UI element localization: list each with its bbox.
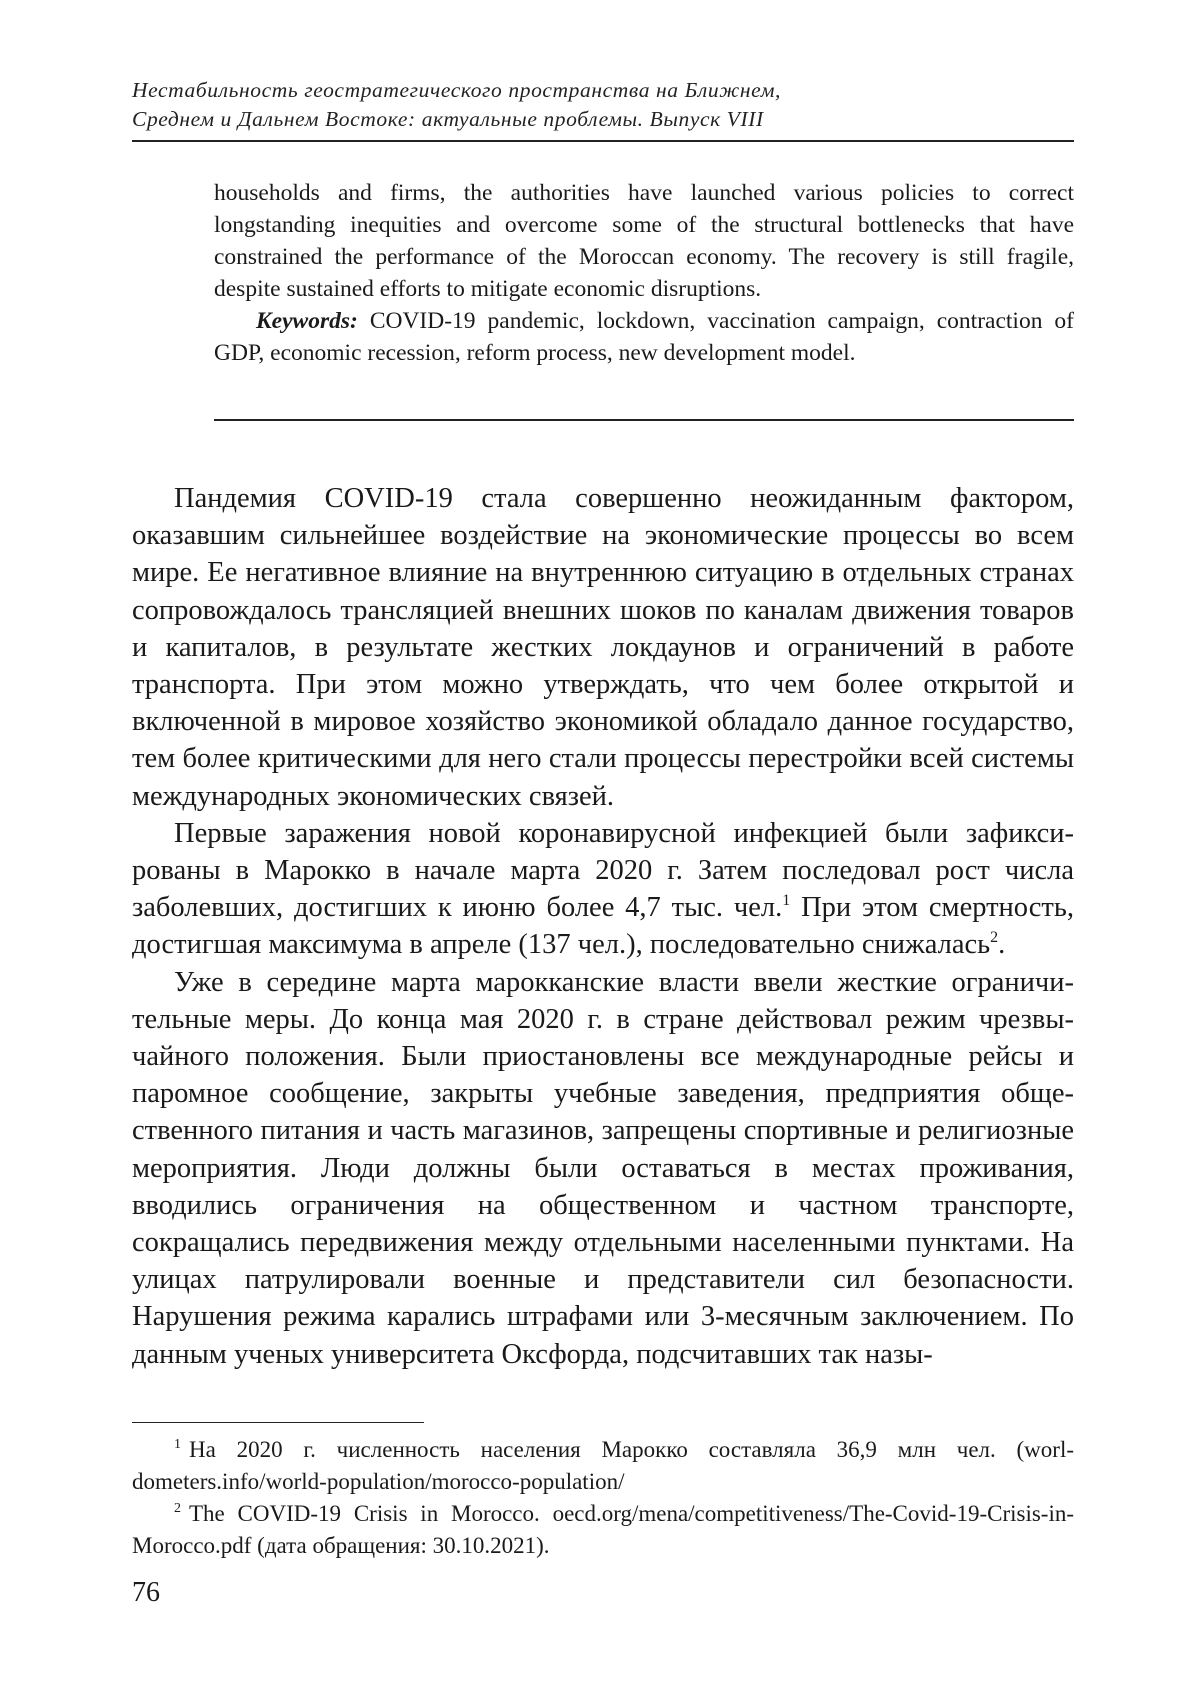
footnote-ref-1[interactable]: 1 [782,892,790,909]
running-header [132,76,1074,134]
abstract-divider [214,419,1074,421]
footnote-1-text: На 2020 г. численность населения Марокко составляла 36,9 млн чел. (worl­dometers.info/world-population/morocco-population/ [132,1437,1074,1494]
footnote-ref-2[interactable]: 2 [990,929,998,946]
paragraph-1: Пандемия COVID-19 стала совершенно неожиданным фактором, оказавшим сильнейшее воздействие на экономические процессы во всем мире. Ее негативное влияние на внутреннюю ситуацию в отдельных странах сопровождалось трансляцией внешних шоков по каналам дви­жения товаров и капиталов, в результате жестких локдаунов и ограни­чений в работе транспорта. При этом можно утверждать, что чем более открытой и включенной в мировое хозяйство экономикой обладало данное государство, тем более критическими для него стали процессы перестройки всей системы международных экономических связей. [132,480,1074,815]
paragraph-2-part-a: Первые заражения новой коронавирусной инфекцией были зафикси­рованы в Марокко в начале марта 2020 г. Затем последовал рост числа заболевших, достигших к июню более 4,7 тыс. чел. [132,818,1074,923]
footnote-2-text: The COVID-19 Crisis in Morocco. oecd.org/mena/competitiveness/The-Covid-19-Crisis-in-Morocco.pdf (дата обращения: 30.10.2021). [132,1501,1074,1558]
footnote-2 [132,1498,1074,1562]
paragraph-2-part-b: При этом смерт­ность, достигшая максимума в апреле (137 чел.), последовательно сни­жалась [132,892,1074,960]
paragraph-2 [132,815,1074,964]
footnote-divider [132,1422,424,1423]
footnote-1 [132,1434,1074,1498]
running-header-line-1: Нестабильность геостратегического пространства на Ближнем, [132,76,1074,105]
keywords-text: COVID-19 pandemic, lockdown, vaccination campaign, contraction of GDP, economic recession, reform process, new development model. [214,308,1074,366]
abstract-text: households and firms, the authorities have launched various policies to correct longstanding inequities and overcome some of the structural bottlenecks that have constrained the performance of the Moroccan economy. The recovery is still fragile, despite sustained efforts to mitigate economic disruptions. [214,177,1074,305]
main-text [132,480,1074,1373]
keywords-paragraph [214,305,1074,369]
paragraph-3: Уже в середине марта марокканские власти ввели жесткие ограничи­тельные меры. До конца мая 2020 г. в стране действовал режим чрезвы­чайного положения. Были приостановлены все международные рейсы и паромное сообщение, закрыты учебные заведения, предприятия обще­ственного питания и часть магазинов, запрещены спортивные и религи­озные мероприятия. Люди должны были оставаться в местах прожи­вания, вводились ограничения на общественном и частном транспорте, сокращались передвижения между отдельными населенными пунктами. На улицах патрулировали военные и представители сил безопасности. Нарушения режима карались штрафами или 3-месячным заключением. По данным ученых университета Оксфорда, подсчитавших так назы- [132,964,1074,1373]
footnote-2-number: 2 [174,1501,181,1516]
footnote-1-number: 1 [174,1437,181,1452]
keywords-label: Keywords: [256,308,358,334]
footnotes [132,1434,1074,1562]
abstract [214,177,1074,369]
header-divider [132,140,1074,142]
running-header-line-2: Среднем и Дальнем Востоке: актуальные проблемы. Выпуск VIII [132,105,1074,134]
book-page [0,0,1200,1696]
paragraph-2-part-c: . [998,929,1005,960]
page-number: 76 [132,1577,160,1609]
